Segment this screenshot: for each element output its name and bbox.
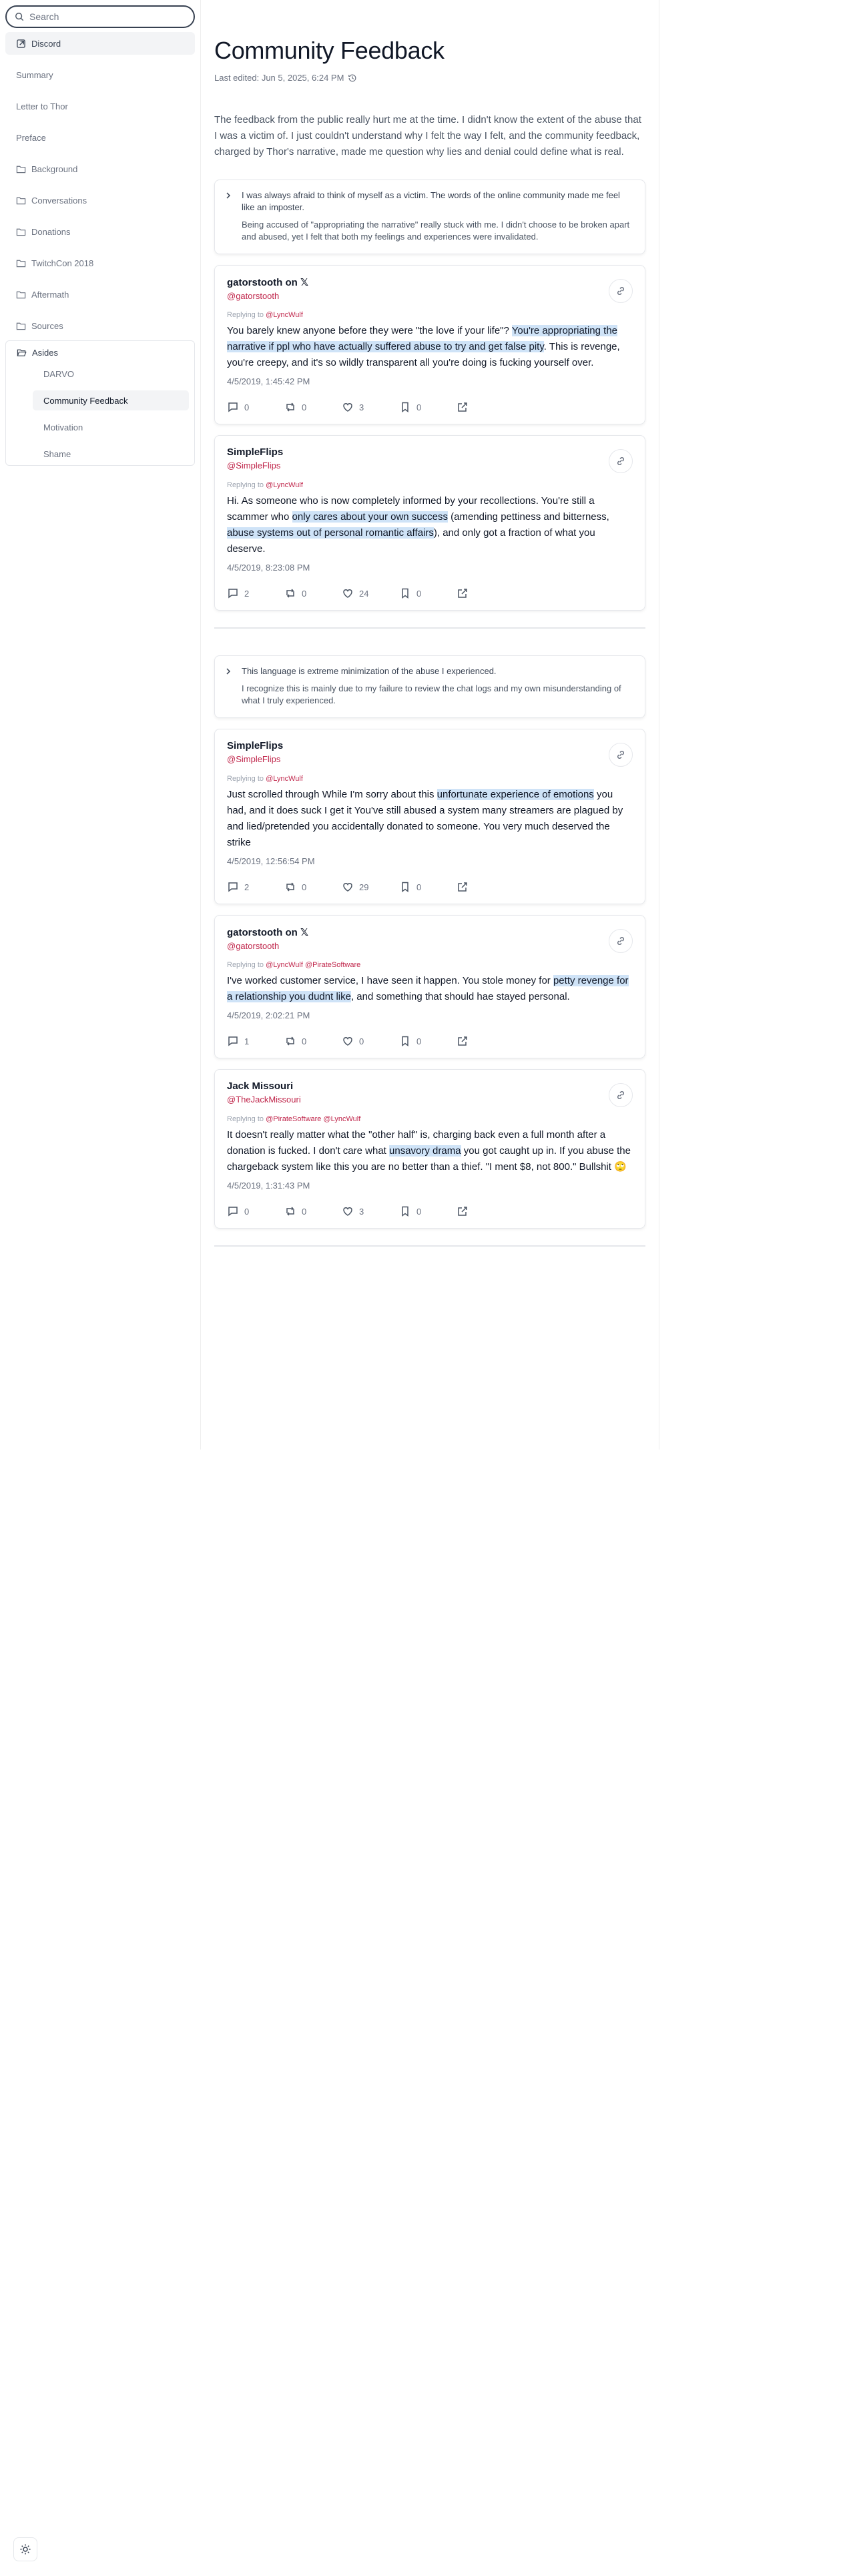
retweet-button[interactable]: 0 — [284, 881, 342, 893]
replying-to: Replying to @LyncWulf — [227, 311, 303, 319]
sun-icon — [19, 2543, 31, 2555]
share-button[interactable] — [457, 1205, 514, 1217]
retweet-button[interactable]: 0 — [284, 1035, 342, 1047]
tweet-author-name[interactable]: SimpleFlips — [227, 446, 284, 458]
retweet-icon — [284, 401, 296, 413]
aside-heading: This language is extreme minimization of the abuse I experienced. — [242, 666, 497, 676]
share-button[interactable] — [457, 1035, 514, 1047]
folder-icon — [16, 321, 26, 331]
aside-body: Being accused of "appropriating the narrative" really stuck with me. I didn't choose to be broken apart and abused, yet I felt that both my feelings and experiences were invalidated. — [242, 220, 630, 242]
tweet-date[interactable]: 4/5/2019, 8:23:08 PM — [227, 563, 310, 573]
sidebar-subitem-motivation[interactable]: Motivation — [43, 422, 83, 432]
tweet-author-name[interactable]: gatorstooth on 𝕏 — [227, 277, 309, 288]
bookmark-icon — [399, 587, 411, 599]
aside-body: I recognize this is mainly due to my failure to review the chat logs and my own misunderstanding of what I truly experienced. — [242, 683, 621, 705]
tweet-card — [214, 729, 645, 904]
sidebar-item-background[interactable]: Background — [5, 157, 195, 180]
tweet-text-segment: You barely knew anyone before they were "the love if your life"? — [227, 325, 512, 336]
tweet-text — [227, 323, 633, 371]
aside-callout[interactable] — [214, 180, 645, 254]
comment-icon — [227, 587, 239, 599]
retweet-icon — [284, 587, 296, 599]
tweet-author-handle[interactable]: @gatorstooth — [227, 941, 280, 951]
replying-to: Replying to @LyncWulf @PirateSoftware — [227, 961, 361, 969]
share-button[interactable] — [457, 587, 514, 599]
bookmark-icon — [399, 1205, 411, 1217]
reply-mention[interactable]: @LyncWulf — [266, 481, 303, 489]
tweet-author-handle[interactable]: @SimpleFlips — [227, 754, 281, 764]
reply-button[interactable]: 0 — [227, 1205, 284, 1217]
folder-icon — [16, 258, 26, 268]
heart-icon — [342, 1205, 354, 1217]
copy-link-button[interactable] — [609, 743, 633, 767]
search-input[interactable] — [5, 5, 195, 28]
link-icon — [615, 286, 626, 296]
share-icon — [457, 401, 469, 413]
share-icon — [457, 1035, 469, 1047]
sidebar-item-donations[interactable]: Donations — [5, 220, 195, 243]
reply-button[interactable]: 2 — [227, 587, 284, 599]
folder-icon — [16, 227, 26, 237]
comment-icon — [227, 401, 239, 413]
folder-icon — [16, 290, 26, 300]
replying-to: Replying to @PirateSoftware @LyncWulf — [227, 1115, 361, 1123]
tweet-text-segment: I've worked customer service, I have seen it happen. You stole money for — [227, 975, 553, 986]
tweet-text-segment: . This is revenge, you're creepy, and it's so wildly transparent all you're doing is fucking yourself over. — [227, 341, 620, 368]
share-button[interactable] — [457, 881, 514, 893]
tweet-author-handle[interactable]: @gatorstooth — [227, 291, 280, 301]
sidebar-item-summary[interactable]: Summary — [16, 69, 53, 80]
external-link-icon — [16, 39, 26, 49]
tweet-card — [214, 915, 645, 1058]
last-edited: Last edited: Jun 5, 2025, 6:24 PM — [214, 73, 645, 83]
tweet-date[interactable]: 4/5/2019, 2:02:21 PM — [227, 1010, 310, 1020]
aside-heading: I was always afraid to think of myself as a victim. The words of the online community made me feel like an imposter. — [242, 190, 620, 212]
tweet-text — [227, 1127, 633, 1175]
comment-icon — [227, 1035, 239, 1047]
tweet-text-segment: It doesn't really matter what the "other half" is, charging back even a full month after a donation is fucked. I don't care what — [227, 1129, 606, 1157]
tweet-actions — [227, 587, 633, 599]
copy-link-button[interactable] — [609, 449, 633, 473]
like-button[interactable]: 0 — [342, 1035, 399, 1047]
tweet-text-segment: Hi. As someone who is now completely informed by your recollections. You're still a scammer who — [227, 495, 595, 523]
bookmark-button[interactable]: 0 — [399, 1035, 457, 1047]
reply-button[interactable]: 2 — [227, 881, 284, 893]
retweet-button[interactable]: 0 — [284, 1205, 342, 1217]
highlighted-text: You're appropriating the narrative if ppl who have actually suffered abuse to try and get false pity — [227, 325, 618, 352]
heart-icon — [342, 401, 354, 413]
chevron-right-icon — [224, 192, 232, 200]
tweet-card — [214, 265, 645, 424]
retweet-button[interactable]: 0 — [284, 587, 342, 599]
sidebar — [0, 0, 200, 2576]
tweet-actions — [227, 1205, 633, 1217]
reply-button[interactable]: 0 — [227, 401, 284, 413]
replying-to: Replying to @LyncWulf — [227, 481, 303, 489]
section-divider — [214, 627, 645, 629]
copy-link-button[interactable] — [609, 929, 633, 953]
tweet-text-segment: Just scrolled through While I'm sorry about this — [227, 789, 437, 800]
tweet-text-segment: you got caught up in. If you abuse the chargeback system like this you are no better than a thief. "I ment $8, not 800." Bullshit 🙄 — [227, 1145, 631, 1173]
tweet-author-name[interactable]: Jack Missouri — [227, 1080, 294, 1092]
sidebar-item-discord[interactable]: Discord — [5, 32, 195, 55]
tweet-author-name[interactable]: SimpleFlips — [227, 740, 284, 751]
highlighted-text: abuse systems out of personal romantic affairs — [227, 527, 434, 539]
comment-icon — [227, 1205, 239, 1217]
folder-icon — [16, 164, 26, 174]
sidebar-group-asides — [5, 340, 195, 466]
intro-paragraph: The feedback from the public really hurt me at the time. I didn't know the extent of the abuse that I was a victim of. I just couldn't understand why I felt the way I felt, and the community feedback, charged by Thor's narrative, made me question why lies and denial could define what is real. — [214, 114, 641, 157]
bookmark-button[interactable]: 0 — [399, 1205, 457, 1217]
main-content — [214, 0, 645, 1247]
folder-open-icon — [17, 348, 27, 358]
search-icon — [15, 12, 24, 21]
sidebar-item-conversations[interactable]: Conversations — [5, 189, 195, 212]
tweet-author-name[interactable]: gatorstooth on 𝕏 — [227, 927, 309, 938]
share-icon — [457, 587, 469, 599]
sidebar-item-letter-to-thor[interactable]: Letter to Thor — [16, 101, 68, 111]
replying-to: Replying to @LyncWulf — [227, 775, 303, 783]
sidebar-item-aftermath[interactable]: Aftermath — [5, 283, 195, 306]
sidebar-item-sources[interactable]: Sources — [5, 314, 195, 337]
search-placeholder: Search — [29, 11, 59, 22]
retweet-icon — [284, 1035, 296, 1047]
bookmark-icon — [399, 401, 411, 413]
highlighted-text: unsavory drama — [389, 1145, 461, 1157]
aside-callout[interactable] — [214, 655, 645, 718]
highlighted-text: only cares about your own success — [292, 511, 448, 523]
history-icon[interactable] — [348, 73, 357, 83]
copy-link-button[interactable] — [609, 1083, 633, 1107]
heart-icon — [342, 587, 354, 599]
page-title: Community Feedback — [214, 37, 445, 64]
tweet-text — [227, 973, 633, 1005]
tweet-actions — [227, 1035, 633, 1047]
like-button[interactable]: 3 — [342, 401, 399, 413]
highlighted-text: unfortunate experience of emotions — [437, 789, 594, 800]
link-icon — [615, 936, 626, 946]
bookmark-icon — [399, 881, 411, 893]
share-icon — [457, 1205, 469, 1217]
sidebar-item-asides[interactable]: Asides — [6, 341, 189, 364]
tweet-text-segment: you had, and it does suck I get it You've still abused a system many streamers are plagued by and lied/pretended you accidentally donated to someone. You very much deserved the strike — [227, 789, 623, 848]
heart-icon — [342, 1035, 354, 1047]
section-divider — [214, 1245, 645, 1247]
tweet-date[interactable]: 4/5/2019, 1:31:43 PM — [227, 1181, 310, 1191]
tweet-actions — [227, 881, 633, 893]
heart-icon — [342, 881, 354, 893]
reply-mention[interactable]: @LyncWulf — [266, 311, 303, 319]
comment-icon — [227, 881, 239, 893]
bookmark-icon — [399, 1035, 411, 1047]
retweet-icon — [284, 1205, 296, 1217]
like-button[interactable]: 24 — [342, 587, 399, 599]
tweet-card — [214, 1069, 645, 1229]
reply-mention[interactable]: @PirateSoftware @LyncWulf — [266, 1115, 361, 1123]
like-button[interactable]: 29 — [342, 881, 399, 893]
link-icon — [615, 1090, 626, 1100]
reply-mention[interactable]: @LyncWulf @PirateSoftware — [266, 961, 361, 969]
highlighted-text: petty revenge for a relationship you dudnt like — [227, 975, 629, 1002]
tweet-card — [214, 435, 645, 611]
retweet-icon — [284, 881, 296, 893]
reply-button[interactable]: 1 — [227, 1035, 284, 1047]
sidebar-subitem-shame[interactable]: Shame — [43, 448, 71, 459]
sidebar-subitem-community-feedback[interactable]: Community Feedback — [33, 390, 189, 410]
sidebar-item-twitchcon-2018[interactable]: TwitchCon 2018 — [5, 252, 195, 274]
reply-mention[interactable]: @LyncWulf — [266, 775, 303, 783]
link-icon — [615, 749, 626, 760]
sidebar-item-preface[interactable]: Preface — [16, 132, 46, 143]
sidebar-subitem-darvo[interactable]: DARVO — [43, 368, 74, 379]
bookmark-button[interactable]: 0 — [399, 587, 457, 599]
retweet-button[interactable]: 0 — [284, 401, 342, 413]
share-button[interactable] — [457, 401, 514, 413]
theme-toggle-button[interactable] — [13, 2537, 37, 2561]
tweet-text-segment: (amending pettiness and bitterness, — [447, 511, 609, 523]
chevron-right-icon — [224, 667, 232, 675]
tweet-text — [227, 787, 633, 851]
tweet-author-handle[interactable]: @SimpleFlips — [227, 460, 281, 470]
tweet-text — [227, 493, 633, 557]
tweet-date[interactable]: 4/5/2019, 12:56:54 PM — [227, 856, 315, 866]
tweet-text-segment: ), and only got a fraction of what you deserve. — [227, 527, 595, 555]
bookmark-button[interactable]: 0 — [399, 401, 457, 413]
tweet-date[interactable]: 4/5/2019, 1:45:42 PM — [227, 376, 310, 386]
copy-link-button[interactable] — [609, 279, 633, 303]
folder-icon — [16, 196, 26, 206]
share-icon — [457, 881, 469, 893]
tweet-text-segment: , and something that should hae stayed personal. — [350, 991, 570, 1002]
link-icon — [615, 456, 626, 466]
like-button[interactable]: 3 — [342, 1205, 399, 1217]
tweet-author-handle[interactable]: @TheJackMissouri — [227, 1094, 301, 1104]
tweet-actions — [227, 401, 633, 413]
bookmark-button[interactable]: 0 — [399, 881, 457, 893]
